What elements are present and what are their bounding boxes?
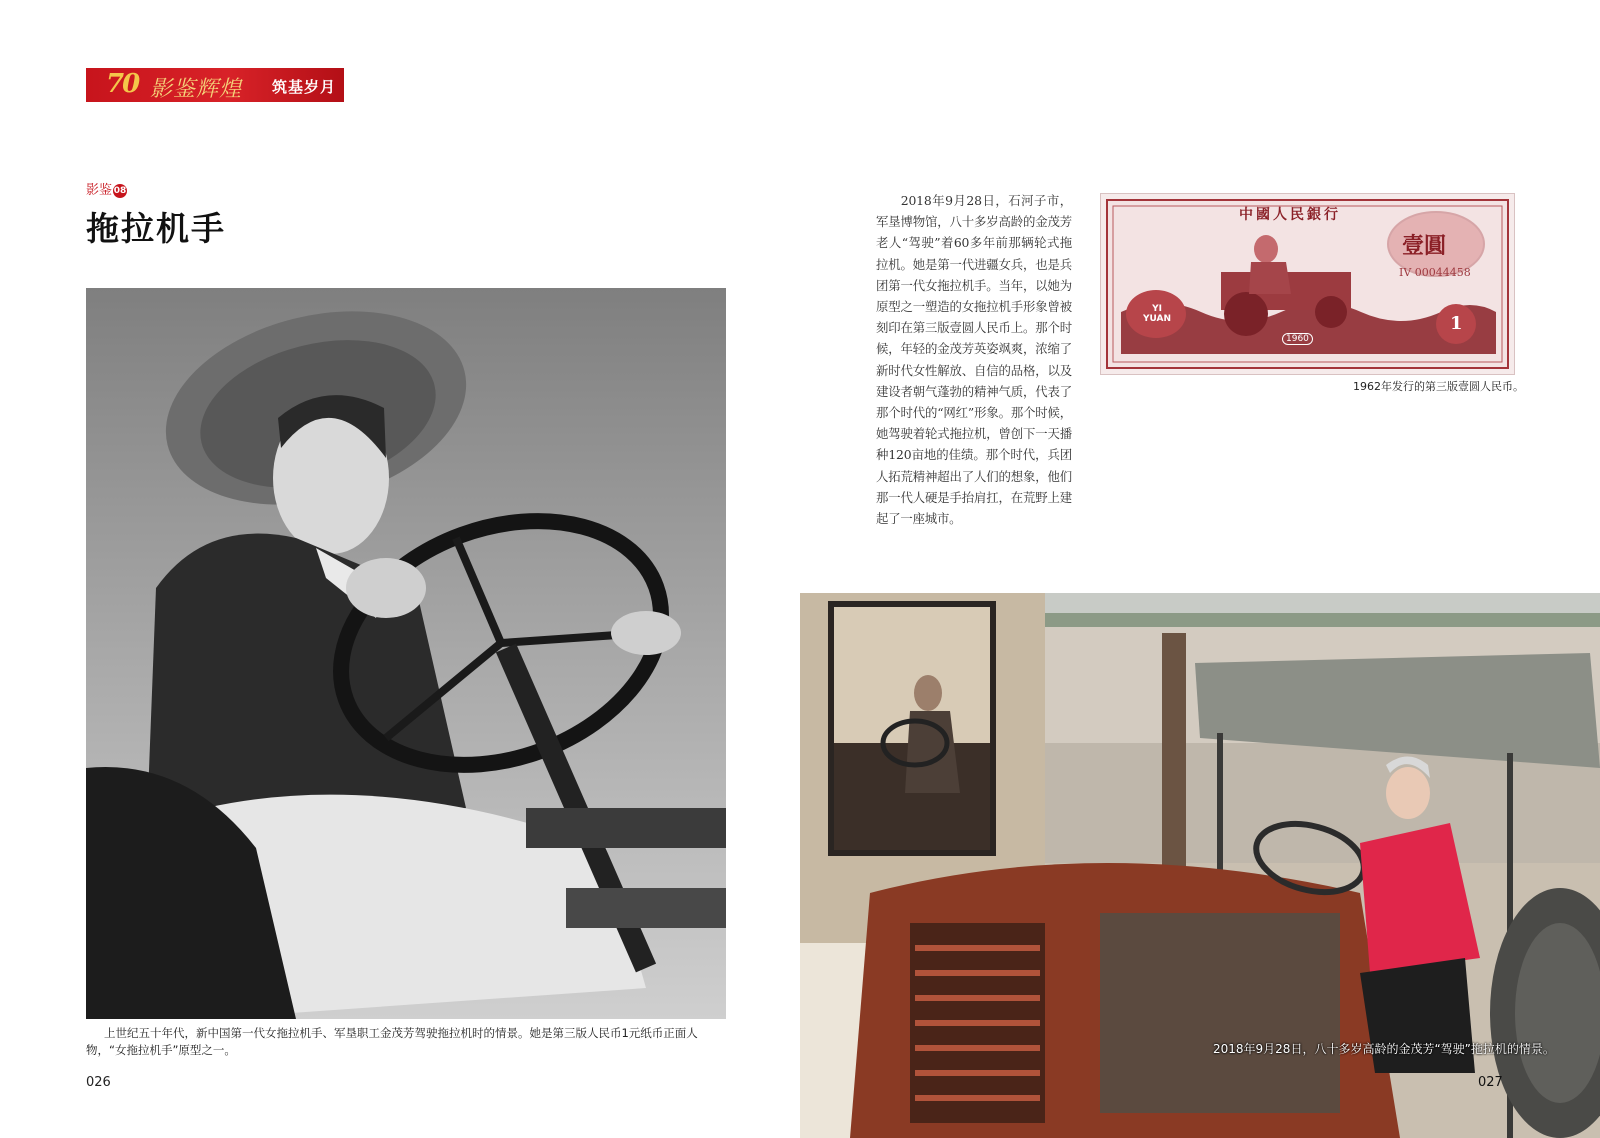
banknote-serial: IV 00044458: [1399, 266, 1471, 279]
anniversary-logo: 70: [106, 69, 139, 99]
banknote-denomination: 壹圓: [1402, 233, 1447, 259]
page-title: 拖拉机手: [86, 209, 226, 248]
banknote-bank-name: 中國人民銀行: [1239, 207, 1341, 223]
banner-subtitle: 筑基岁月: [272, 78, 337, 96]
banknote-numeral: 1: [1450, 313, 1463, 334]
main-photo: [86, 288, 726, 1019]
banner-calligraphy: 影鉴辉煌: [150, 77, 243, 102]
header-banner: [86, 68, 344, 102]
main-photo-caption: 上世纪五十年代，新中国第一代女拖拉机手、军垦职工金茂芳驾驶拖拉机时的情景。她是第三版人民币1元纸币正面人物，“女拖拉机手”原型之一。: [86, 1026, 698, 1057]
banknote-image: [1100, 193, 1515, 375]
page-number-left: 026: [86, 1075, 111, 1090]
article-paragraph: 2018年9月28日，石河子市，军垦博物馆，八十多岁高龄的金茂芳老人“驾驶”着60多年前那辆轮式拖拉机。她是第一代进疆女兵，也是兵团第一代女拖拉机手。当年，以她为原型之一塑造的女拖拉机手形象曾被刻印在第三版壹圆人民币上。那个时候，年轻的金茂芳英姿飒爽，浓缩了新时代女性解放、自信的品格，以及建设者朝气蓬勃的精神气质，代表了那个时代的“网红”形象。那个时候，她驾驶着轮式拖拉机，曾创下一天播种120亩地的佳绩。那个时代，兵团人拓荒精神超出了人们的想象，他们那一代人硬是手抬肩扛，在荒野上建起了一座城市。: [876, 193, 1072, 527]
section-label: [86, 179, 127, 198]
section-number-badge: 08: [113, 186, 127, 196]
article-body: [876, 190, 1072, 529]
color-photo-caption: 2018年9月28日，八十多岁高龄的金茂芳“驾驶”拖拉机的情景。: [1213, 1042, 1555, 1056]
banknote-badge: YI YUAN: [1142, 304, 1172, 324]
page-number-right: 027: [1478, 1075, 1503, 1090]
main-photo-illustration: [86, 288, 726, 1019]
banknote-caption: 1962年发行的第三版壹圆人民币。: [1353, 380, 1524, 393]
section-label-text: 影鉴: [86, 183, 113, 198]
banknote-year: 1960: [1282, 333, 1313, 345]
